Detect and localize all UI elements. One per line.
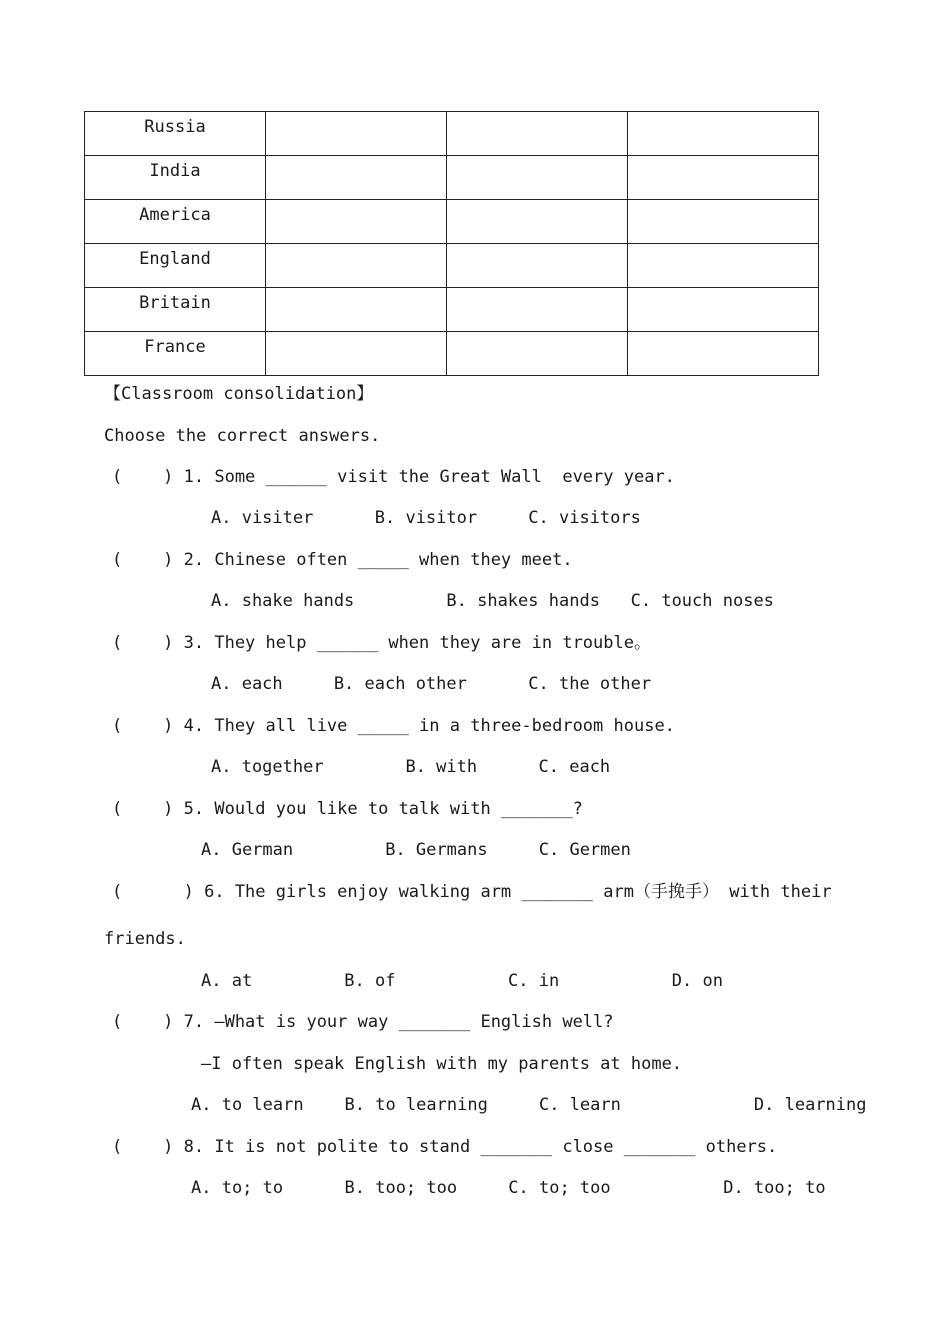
- table-row: [85, 112, 819, 156]
- blank-cell: [447, 112, 628, 156]
- blank-cell: [266, 332, 447, 376]
- blank-cell: [628, 288, 819, 332]
- blank-cell: [447, 156, 628, 200]
- question-6-continuation: friends.: [104, 929, 186, 949]
- question-4-stem: ( ) 4. They all live _____ in a three-bedroom house.: [112, 716, 675, 736]
- country-cell: Russia: [85, 112, 266, 156]
- instruction: Choose the correct answers.: [104, 426, 381, 446]
- question-2-stem: ( ) 2. Chinese often _____ when they meet.: [112, 550, 573, 570]
- blank-cell: [628, 332, 819, 376]
- country-cell: America: [85, 200, 266, 244]
- question-7-options: A. to learn B. to learning C. learn D. learning: [191, 1095, 867, 1115]
- question-8-options: A. to; to B. too; too C. to; too D. too; to: [191, 1178, 826, 1198]
- table-row: [85, 288, 819, 332]
- country-table: [84, 111, 819, 376]
- blank-cell: [266, 244, 447, 288]
- question-5-stem: ( ) 5. Would you like to talk with _______?: [112, 799, 583, 819]
- question-1-stem: ( ) 1. Some ______ visit the Great Wall every year.: [112, 467, 675, 487]
- blank-cell: [447, 200, 628, 244]
- table-row: [85, 200, 819, 244]
- question-7-answer: —I often speak English with my parents at home.: [201, 1054, 683, 1074]
- question-3-stem: ( ) 3. They help ______ when they are in trouble。: [112, 633, 651, 653]
- blank-cell: [628, 244, 819, 288]
- blank-cell: [266, 156, 447, 200]
- blank-cell: [628, 112, 819, 156]
- country-cell: Britain: [85, 288, 266, 332]
- blank-cell: [628, 200, 819, 244]
- question-2-options: A. shake hands B. shakes hands C. touch noses: [211, 591, 774, 611]
- question-6-options: A. at B. of C. in D. on: [201, 971, 723, 991]
- blank-cell: [628, 156, 819, 200]
- blank-cell: [447, 288, 628, 332]
- table-row: [85, 244, 819, 288]
- question-5-options: A. German B. Germans C. Germen: [201, 840, 631, 860]
- question-6-stem: ( ) 6. The girls enjoy walking arm _______ arm（手挽手） with their: [112, 882, 832, 902]
- question-3-options: A. each B. each other C. the other: [211, 674, 652, 694]
- blank-cell: [447, 332, 628, 376]
- question-1-options: A. visiter B. visitor C. visitors: [211, 508, 641, 528]
- section-heading: 【Classroom consolidation】: [104, 384, 374, 404]
- question-7-stem: ( ) 7. —What is your way _______ English well?: [112, 1012, 614, 1032]
- country-cell: India: [85, 156, 266, 200]
- country-cell: France: [85, 332, 266, 376]
- blank-cell: [266, 112, 447, 156]
- blank-cell: [266, 200, 447, 244]
- blank-cell: [266, 288, 447, 332]
- country-cell: England: [85, 244, 266, 288]
- question-4-options: A. together B. with C. each: [211, 757, 611, 777]
- blank-cell: [447, 244, 628, 288]
- question-8-stem: ( ) 8. It is not polite to stand _______ close _______ others.: [112, 1137, 778, 1157]
- table-row: [85, 332, 819, 376]
- table-row: [85, 156, 819, 200]
